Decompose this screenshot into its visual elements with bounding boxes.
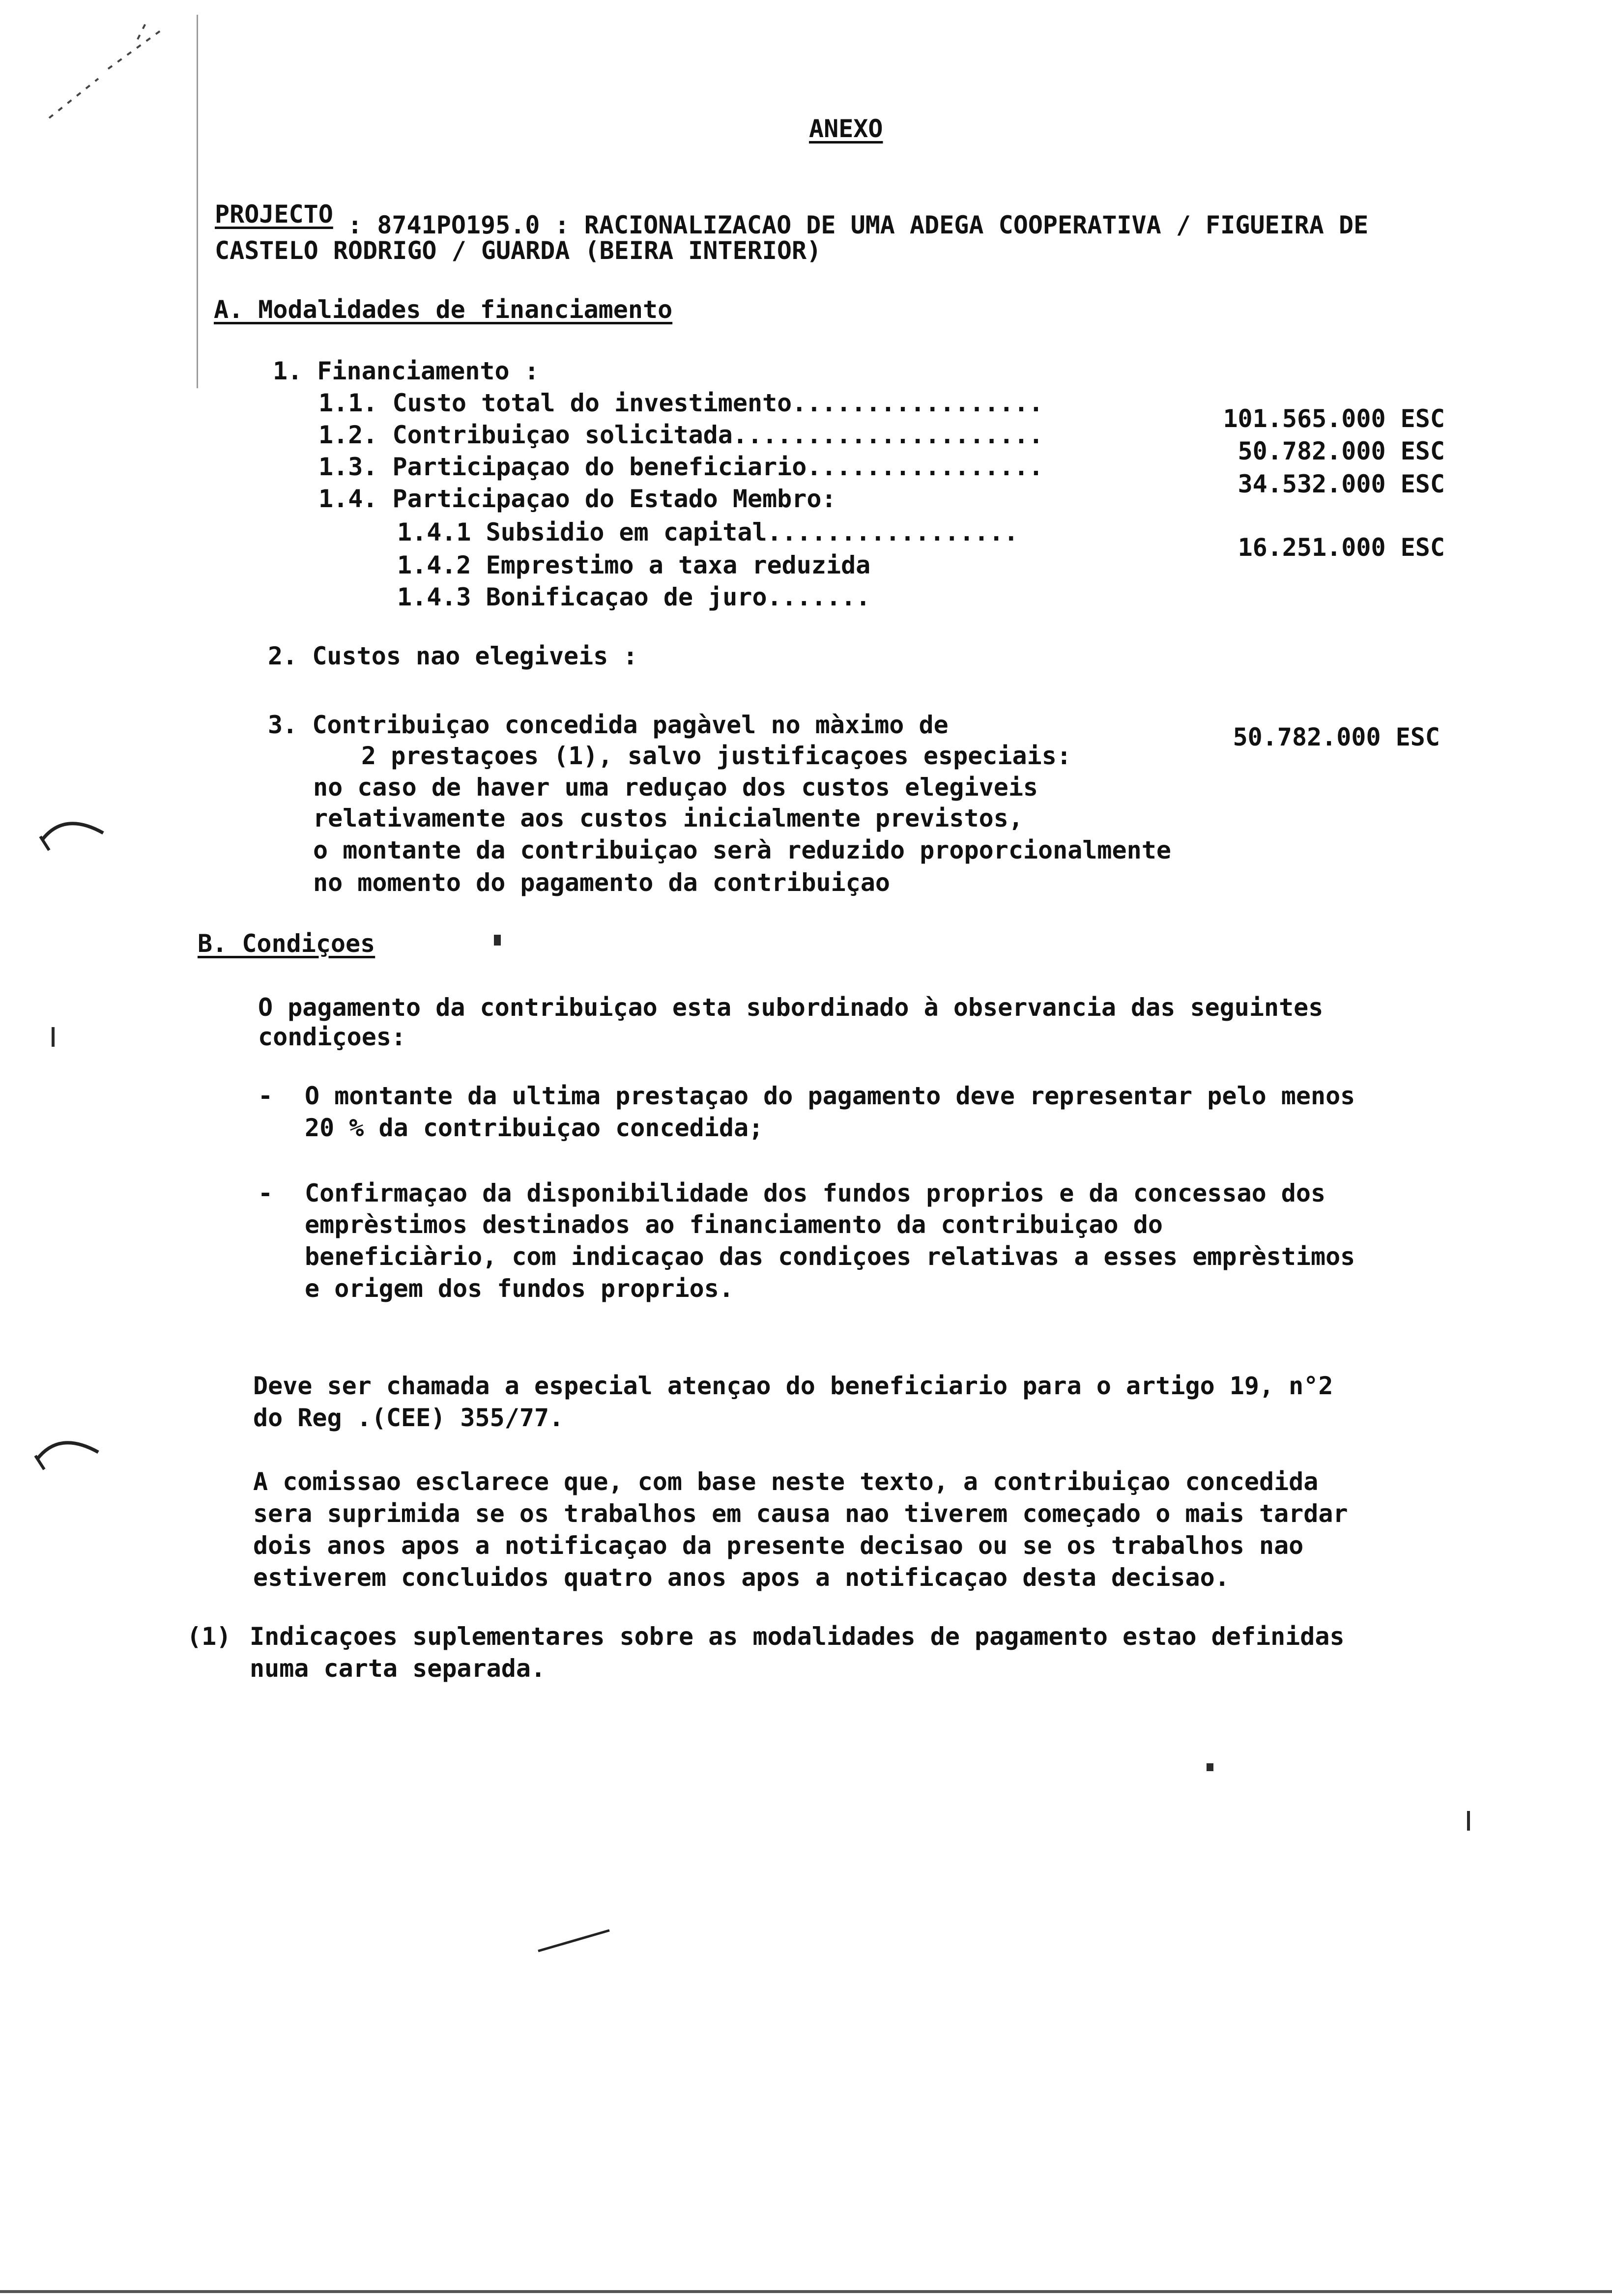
section-a-heading: A. Modalidades de financiamento xyxy=(214,295,673,324)
page-title: ANEXO xyxy=(809,115,883,143)
granted-line-6: no momento do pagamento da contribuiçao xyxy=(313,868,890,897)
conditions-intro-line-2: condiçoes: xyxy=(258,1023,406,1051)
financing-row-value: 101.565.000 ESC xyxy=(1223,404,1445,433)
financing-row-label: 1.3. Participaçao do beneficiario................ xyxy=(318,453,1044,481)
bullet-dash: - xyxy=(258,1082,273,1110)
footnote-line-1: Indicaçoes suplementares sobre as modalidades de pagamento estao definidas xyxy=(250,1622,1345,1651)
condition-line: e origem dos fundos proprios. xyxy=(305,1274,734,1303)
granted-value: 50.782.000 ESC xyxy=(1233,723,1440,751)
attention-line-2: do Reg .(CEE) 355/77. xyxy=(253,1404,564,1432)
punch-hole-mark xyxy=(34,806,113,860)
financing-row-label: 1.4.3 Bonificaçao de juro....... xyxy=(397,583,871,611)
financing-row-label: 1.4.1 Subsidio em capital................. xyxy=(397,518,1019,546)
condition-line: O montante da ultima prestaçao do pagamento deve representar pelo menos xyxy=(305,1082,1355,1110)
financing-row-label: 1.4. Participaçao do Estado Membro: xyxy=(318,485,836,513)
scan-mark xyxy=(536,1926,614,1956)
commission-line: dois anos apos a notificaçao da presente decisao ou se os trabalhos nao xyxy=(253,1531,1304,1560)
commission-line: A comissao esclarece que, com base neste texto, a contribuiçao concedida xyxy=(253,1467,1319,1496)
commission-line: sera suprimida se os trabalhos em causa nao tiverem começado o mais tardar xyxy=(253,1499,1348,1528)
financing-row-label: 1.1. Custo total do investimento................. xyxy=(318,389,1044,417)
scan-dot xyxy=(1207,1763,1213,1771)
financing-heading: 1. Financiamento : xyxy=(273,357,539,385)
bottom-edge-line xyxy=(0,2290,1612,2293)
condition-line: beneficiàrio, com indicaçao das condiçoes relativas a esses emprèstimos xyxy=(305,1242,1355,1271)
commission-line: estiverem concluidos quatro anos apos a notificaçao desta decisao. xyxy=(253,1563,1230,1592)
financing-row-value: 34.532.000 ESC xyxy=(1238,470,1445,498)
margin-line xyxy=(197,15,198,388)
section-b-heading: B. Condiçoes xyxy=(198,929,375,958)
granted-line-5: o montante da contribuiçao serà reduzido proporcionalmente xyxy=(313,836,1171,864)
footnote-marker: (1) xyxy=(187,1622,231,1651)
financing-row-value: 16.251.000 ESC xyxy=(1238,533,1445,562)
granted-line-2: 2 prestaçoes (1), salvo justificaçoes especiais: xyxy=(361,742,1071,770)
scan-dot xyxy=(494,935,501,946)
scan-dot xyxy=(1467,1811,1470,1831)
granted-line-1: 3. Contribuiçao concedida pagàvel no màximo de xyxy=(268,711,949,739)
footnote-line-2: numa carta separada. xyxy=(250,1654,546,1683)
non-eligible-costs: 2. Custos nao elegiveis : xyxy=(268,642,638,670)
condition-line: emprèstimos destinados ao financiamento da contribuiçao do xyxy=(305,1210,1163,1239)
financing-row-label: 1.4.2 Emprestimo a taxa reduzida xyxy=(397,551,871,579)
financing-row-value: 50.782.000 ESC xyxy=(1238,437,1445,465)
financing-row-label: 1.2. Contribuiçao solicitada..................... xyxy=(318,421,1044,449)
bullet-dash: - xyxy=(258,1179,273,1207)
corner-scribble xyxy=(39,10,177,128)
condition-line: Confirmaçao da disponibilidade dos fundos proprios e da concessao dos xyxy=(305,1179,1326,1207)
attention-line-1: Deve ser chamada a especial atençao do beneficiario para o artigo 19, n°2 xyxy=(253,1372,1333,1400)
conditions-intro-line-1: O pagamento da contribuiçao esta subordinado à observancia das seguintes xyxy=(258,993,1324,1022)
condition-line: 20 % da contribuiçao concedida; xyxy=(305,1114,764,1142)
punch-hole-mark xyxy=(29,1425,108,1479)
project-line-1: : 8741PO195.0 : RACIONALIZACAO DE UMA ADEGA COOPERATIVA / FIGUEIRA DE xyxy=(333,211,1369,239)
granted-line-3: no caso de haver uma reduçao dos custos elegiveis xyxy=(313,773,1038,802)
project-label: PROJECTO xyxy=(215,200,333,229)
project-line-2: CASTELO RODRIGO / GUARDA (BEIRA INTERIOR) xyxy=(215,236,822,265)
granted-line-4: relativamente aos custos inicialmente previstos, xyxy=(313,804,1023,832)
scan-dot xyxy=(52,1027,55,1047)
